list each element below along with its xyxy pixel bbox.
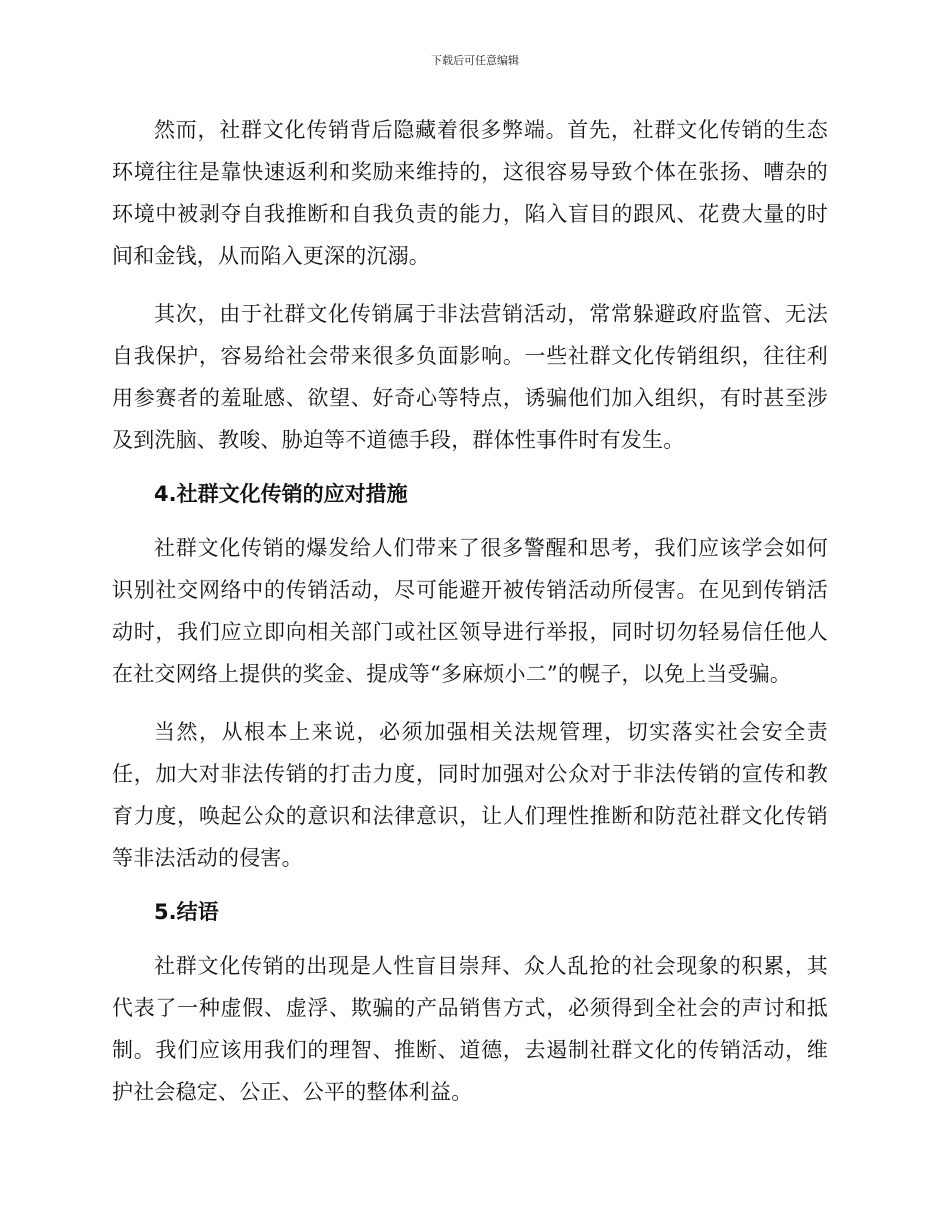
section-heading-countermeasures: 4.社群文化传销的应对措施	[154, 482, 408, 506]
paragraph-countermeasures-2: 当然，从根本上来说，必须加强相关法规管理，切实落实社会安全责任，加大对非法传销的打击力度，同时加强对公众对于非法传销的宣传和教育力度，唤起公众的意识和法律意识，让人们理性推断和防范社群文化传销等非法活动的侵害。	[112, 720, 828, 870]
paragraph-conclusion: 社群文化传销的出现是人性盲目崇拜、众人乱抢的社会现象的积累，其代表了一种虚假、虚浮、欺骗的产品销售方式，必须得到全社会的声讨和抵制。我们应该用我们的理智、推断、道德，去遏制社群文化的传销活动，维护社会稳定、公正、公平的整体利益。	[112, 954, 828, 1104]
document-body	[112, 109, 828, 1129]
page-header: 下载后可任意编辑	[431, 54, 519, 67]
section-heading-conclusion: 5.结语	[154, 900, 219, 924]
paragraph-drawbacks-second: 其次，由于社群文化传销属于非法营销活动，常常躲避政府监管、无法自我保护，容易给社会带来很多负面影响。一些社群文化传销组织，往往利用参赛者的羞耻感、欲望、好奇心等特点，诱骗他们加入组织，有时甚至涉及到洗脑、教唆、胁迫等不道德手段，群体性事件时有发生。	[112, 302, 828, 452]
paragraph-countermeasures-1: 社群文化传销的爆发给人们带来了很多警醒和思考，我们应该学会如何识别社交网络中的传销活动，尽可能避开被传销活动所侵害。在见到传销活动时，我们应立即向相关部门或社区领导进行举报，同时切勿轻易信任他人在社交网络上提供的奖金、提成等“多麻烦小二”的幌子，以免上当受骗。	[112, 536, 828, 686]
paragraph-drawbacks-intro: 然而，社群文化传销背后隐藏着很多弊端。首先，社群文化传销的生态环境往往是靠快速返利和奖励来维持的，这很容易导致个体在张扬、嘈杂的环境中被剥夺自我推断和自我负责的能力，陷入盲目的跟风、花费大量的时间和金钱，从而陷入更深的沉溺。	[112, 118, 828, 268]
